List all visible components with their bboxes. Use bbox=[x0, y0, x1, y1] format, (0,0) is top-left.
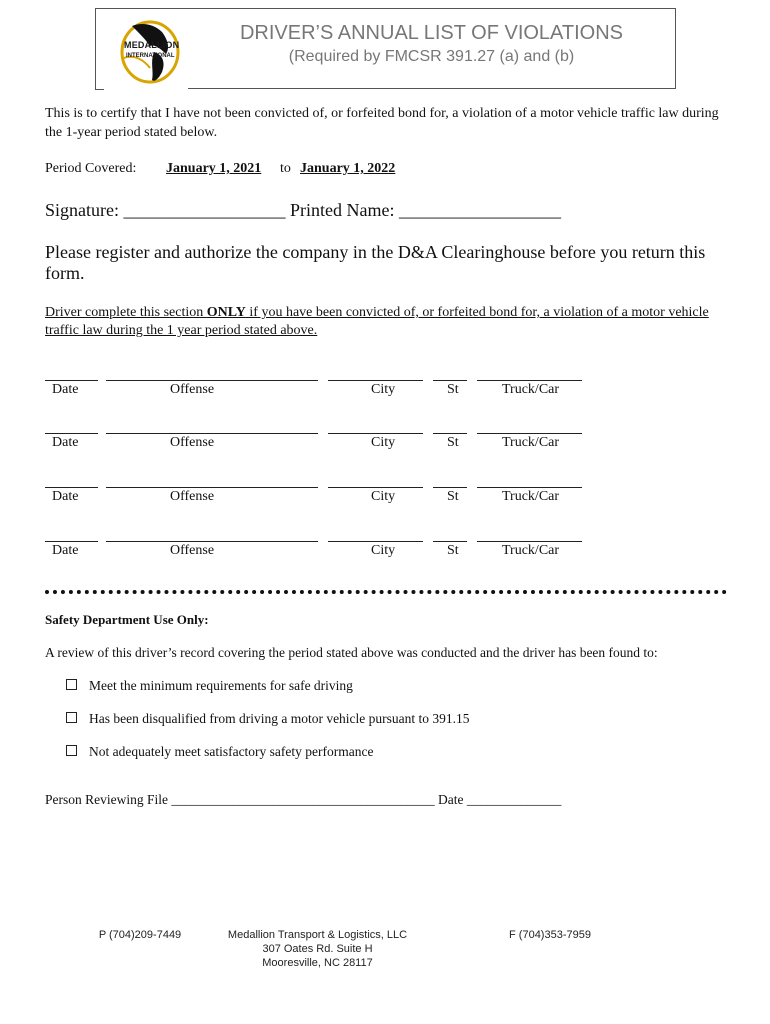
city-entry-line[interactable] bbox=[328, 370, 423, 381]
city-entry-line[interactable] bbox=[328, 423, 423, 434]
option-disqualified[interactable] bbox=[66, 711, 470, 727]
date-entry-line[interactable] bbox=[45, 477, 98, 488]
safety-heading: Safety Department Use Only: bbox=[45, 612, 209, 627]
vehicle-entry-line[interactable] bbox=[477, 423, 582, 434]
city-label: City bbox=[371, 382, 396, 397]
footer-address-line2: Mooresville, NC 28117 bbox=[262, 957, 373, 969]
st-label: St bbox=[447, 543, 459, 558]
st-entry-line[interactable] bbox=[433, 423, 467, 434]
header-underline bbox=[188, 88, 675, 89]
date-entry-line[interactable] bbox=[45, 370, 98, 381]
driver-section-note bbox=[45, 304, 735, 340]
clearinghouse-note: Please register and authorize the company in the D&A Clearinghouse before you return this form. bbox=[45, 242, 706, 283]
date-label: Date bbox=[52, 489, 79, 504]
checkbox-icon[interactable] bbox=[66, 745, 77, 756]
city-label: City bbox=[371, 435, 396, 450]
st-entry-line[interactable] bbox=[433, 531, 467, 542]
driver-note-after: if you have been convicted of, or forfeited bond for, a violation of a motor vehicle traffic law during the 1 year period stated above. bbox=[45, 305, 709, 338]
vehicle-entry-line[interactable] bbox=[477, 370, 582, 381]
st-label: St bbox=[447, 435, 459, 450]
vehicle-label: Truck/Car bbox=[502, 543, 560, 558]
checkbox-icon[interactable] bbox=[66, 679, 77, 690]
checkbox-icon[interactable] bbox=[66, 712, 77, 723]
review-statement: A review of this driver’s record covering the period stated above was conducted and the driver has been found to: bbox=[45, 645, 658, 660]
date-entry-line[interactable] bbox=[45, 531, 98, 542]
dotted-separator bbox=[45, 590, 727, 594]
city-entry-line[interactable] bbox=[328, 477, 423, 488]
vehicle-label: Truck/Car bbox=[502, 435, 560, 450]
period-start-date: January 1, 2021 bbox=[166, 161, 262, 176]
offense-label: Offense bbox=[170, 543, 215, 558]
date-label: Date bbox=[52, 435, 79, 450]
logo-text-international: INTERNATIONAL bbox=[126, 53, 175, 59]
st-label: St bbox=[447, 489, 459, 504]
period-to-text: to bbox=[280, 161, 291, 176]
violation-row bbox=[0, 370, 770, 410]
st-entry-line[interactable] bbox=[433, 477, 467, 488]
offense-label: Offense bbox=[170, 435, 215, 450]
driver-note-before: Driver complete this section bbox=[45, 305, 207, 320]
vehicle-label: Truck/Car bbox=[502, 382, 560, 397]
date-label: Date bbox=[52, 543, 79, 558]
offense-label: Offense bbox=[170, 489, 215, 504]
city-entry-line[interactable] bbox=[328, 531, 423, 542]
form-title: DRIVER’S ANNUAL LIST OF VIOLATIONS bbox=[239, 22, 624, 44]
city-label: City bbox=[371, 489, 396, 504]
offense-label: Offense bbox=[170, 382, 215, 397]
option-label: Has been disqualified from driving a motor vehicle pursuant to 391.15 bbox=[89, 711, 470, 726]
violation-row bbox=[0, 477, 770, 517]
form-subtitle: (Required by FMCSR 391.27 (a) and (b) bbox=[288, 48, 575, 65]
period-end-date: January 1, 2022 bbox=[300, 161, 396, 176]
driver-note-emphasis: ONLY bbox=[206, 305, 246, 320]
city-label: City bbox=[371, 543, 396, 558]
company-logo bbox=[110, 18, 188, 86]
footer-address-line1: 307 Oates Rd. Suite H bbox=[262, 943, 373, 955]
date-label: Date bbox=[52, 382, 79, 397]
footer-phone: P (704)209-7449 bbox=[98, 929, 182, 941]
offense-entry-line[interactable] bbox=[106, 423, 318, 434]
violation-row bbox=[0, 423, 770, 463]
vehicle-label: Truck/Car bbox=[502, 489, 560, 504]
option-meets-requirements[interactable] bbox=[66, 678, 353, 694]
st-label: St bbox=[447, 382, 459, 397]
signature-line[interactable]: Signature: __________________ Printed Name: __________________ bbox=[45, 200, 561, 220]
footer-company: Medallion Transport & Logistics, LLC bbox=[227, 929, 408, 941]
vehicle-entry-line[interactable] bbox=[477, 477, 582, 488]
period-label: Period Covered: bbox=[45, 161, 137, 176]
footer-address bbox=[210, 928, 425, 970]
offense-entry-line[interactable] bbox=[106, 477, 318, 488]
date-entry-line[interactable] bbox=[45, 423, 98, 434]
violation-row bbox=[0, 531, 770, 571]
offense-entry-line[interactable] bbox=[106, 370, 318, 381]
st-entry-line[interactable] bbox=[433, 370, 467, 381]
header-frame-corner bbox=[95, 80, 104, 90]
option-label: Not adequately meet satisfactory safety performance bbox=[89, 744, 374, 759]
option-not-adequate[interactable] bbox=[66, 744, 374, 760]
certification-text: This is to certify that I have not been convicted of, or forfeited bond for, a violation of a motor vehicle traffic law during the 1-year period stated below. bbox=[45, 106, 719, 140]
footer-fax: F (704)353-7959 bbox=[509, 929, 591, 941]
logo-text-medallion: MEDALLION bbox=[124, 40, 180, 50]
person-reviewing-file-line[interactable]: Person Reviewing File _______________________________________ Date ______________ bbox=[45, 792, 562, 807]
globe-logo-icon bbox=[110, 18, 188, 86]
option-label: Meet the minimum requirements for safe driving bbox=[89, 678, 353, 693]
offense-entry-line[interactable] bbox=[106, 531, 318, 542]
vehicle-entry-line[interactable] bbox=[477, 531, 582, 542]
